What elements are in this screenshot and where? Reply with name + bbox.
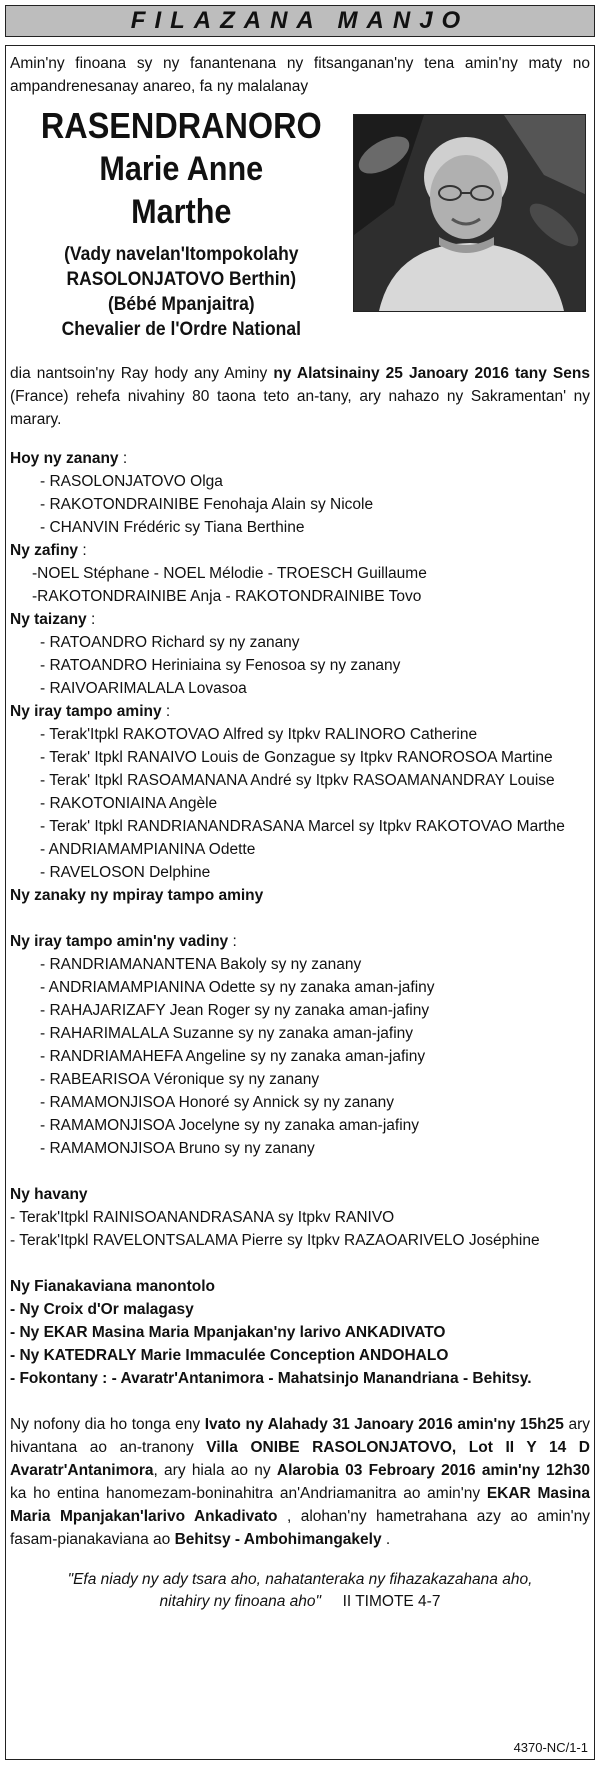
- spiritual-family-section: [10, 1275, 590, 1390]
- list-item: - RATOANDRO Richard sy ny zanany: [40, 634, 300, 651]
- deceased-block: [10, 104, 590, 342]
- list-item: - Terak'Itpkl RAINISOANANDRASANA sy Itpkv RANIVO: [10, 1209, 395, 1226]
- list-item: - RAIVOARIMALALA Lovasoa: [40, 680, 247, 697]
- deceased-surname: RASENDRANORO: [40, 105, 322, 146]
- list-item: - Ny Croix d'Or malagasy: [10, 1301, 194, 1318]
- home-address: Villa ONIBE RASOLONJATOVO, Lot II Y 14 D Avaratr'Antanimora: [10, 1439, 590, 1479]
- arrival-datetime: Ivato ny Alahady 31 Janoary 2016 amin'ny 15h25: [204, 1416, 564, 1433]
- nephews-heading: Ny taizany: [10, 611, 87, 628]
- funeral-text: , alohan'ny hametrahana azy ao amin'ny fasam-pianakaviana ao: [10, 1508, 590, 1548]
- grandchildren-section: Ny zafiny : -NOEL Stéphane - NOEL Mélodie - TROESCH Guillaume -RAKOTONDRAINIBE Anja - RAKOTONDRAINIBE Tovo: [10, 539, 590, 608]
- list-item: - RANDRIAMANANTENA Bakoly sy ny zanany: [40, 956, 362, 973]
- bible-quote: [10, 1569, 590, 1613]
- relatives-heading: Ny havany: [10, 1186, 88, 1203]
- relatives-section: [10, 1183, 590, 1252]
- portrait-image: [354, 115, 586, 311]
- list-item: - Terak' Itpkl RANDRIANANDRASANA Marcel sy Itpkv RAKOTOVAO Marthe: [40, 818, 565, 835]
- list-item: - Fokontany : - Avaratr'Antanimora - Mahatsinjo Manandriana - Behitsy.: [10, 1370, 532, 1387]
- list-item: - RATOANDRO Heriniaina sy Fenosoa sy ny zanany: [40, 657, 401, 674]
- death-text-1: dia nantsoin'ny Ray hody any Aminy: [10, 365, 274, 382]
- list-item: - RAKOTONDRAINIBE Fenohaja Alain sy Nicole: [40, 496, 374, 513]
- funeral-text: , ary hiala ao ny: [153, 1462, 277, 1479]
- list-item: - RABEARISOA Véronique sy ny zanany: [40, 1071, 320, 1088]
- list-item: -NOEL Stéphane - NOEL Mélodie - TROESCH Guillaume: [32, 565, 427, 582]
- deceased-names: [10, 104, 353, 342]
- burial-place: Behitsy - Ambohimangakely: [174, 1531, 382, 1548]
- list-item: - Terak'Itpkl RAKOTOVAO Alfred sy Itpkv RALINORO Catherine: [40, 726, 478, 743]
- death-text-2: (France) rehefa nivahiny 80 taona teto an-tany, ary nahazo ny Sakramentan' ny marary.: [10, 388, 590, 428]
- husband-siblings-heading: Ny iray tampo amin'ny vadiny: [10, 933, 229, 950]
- grandchildren-heading: Ny zafiny: [10, 542, 79, 559]
- list-item: -RAKOTONDRAINIBE Anja - RAKOTONDRAINIBE Tovo: [32, 588, 422, 605]
- deceased-given-name-2: Marthe: [131, 193, 232, 231]
- funeral-text: ka ho entina hanomezam-boninahitra an'Andriamanitra ao amin'ny: [10, 1485, 487, 1502]
- notice-box: [5, 45, 595, 1760]
- quote-line-2: [10, 1591, 590, 1613]
- funeral-details: [10, 1413, 590, 1551]
- quote-citation: II TIMOTE 4-7: [342, 1593, 441, 1610]
- deceased-given-name-1: Marie Anne: [99, 150, 264, 188]
- list-item: - Ny EKAR Masina Maria Mpanjakan'ny larivo ANKADIVATO: [10, 1324, 446, 1341]
- deceased-subtitle-2: RASOLONJATOVO Berthin): [66, 269, 297, 290]
- death-date-place: ny Alatsinainy 25 Janoary 2016 tany Sens: [273, 365, 590, 382]
- siblings-closing: Ny zanaky ny mpiray tampo aminy: [10, 887, 264, 904]
- deceased-subtitle-1: (Vady navelan'Itompokolahy: [64, 244, 299, 265]
- reference-code: 4370-NC/1-1: [513, 1740, 588, 1755]
- list-item: - RANDRIAMAHEFA Angeline sy ny zanaka aman-jafiny: [40, 1048, 426, 1065]
- departure-datetime: Alarobia 03 Febroary 2016 amin'ny 12h30: [276, 1462, 590, 1479]
- funeral-text: .: [381, 1531, 391, 1548]
- children-heading: Hoy ny zanany: [10, 450, 119, 467]
- list-item: - Terak' Itpkl RANAIVO Louis de Gonzague sy Itpkv RANOROSOA Martine: [40, 749, 553, 766]
- list-item: - Ny KATEDRALY Marie Immaculée Conception ANDOHALO: [10, 1347, 449, 1364]
- header-title: FILAZANA MANJO: [130, 7, 470, 34]
- siblings-section: Ny iray tampo aminy : - Terak'Itpkl RAKOTOVAO Alfred sy Itpkv RALINORO Catherine - Terak' Itpkl RANAIVO Louis de Gonzague sy Itpkv RANOROSOA Martine - Terak' Itpkl RASOAMANANA André sy Itpkv RASOAMANANDRAY Louise - RAKOTONIAINA Angèle - Terak' Itpkl RANDRIANANDRASANA Marcel sy Itpkv RAKOTOVAO Marthe - ANDRIAMAMPIANINA Odette - RAVELOSON Delphine Ny zanaky ny mpiray tampo aminy: [10, 700, 590, 907]
- funeral-text: ary hivantana ao an-tranony: [10, 1416, 590, 1456]
- list-item: - RAHAJARIZAFY Jean Roger sy ny zanaka aman-jafiny: [40, 1002, 430, 1019]
- siblings-heading: Ny iray tampo aminy: [10, 703, 162, 720]
- list-item: - Terak' Itpkl RASOAMANANA André sy Itpkv RASOAMANANDRAY Louise: [40, 772, 555, 789]
- nephews-section: Ny taizany : - RATOANDRO Richard sy ny zanany - RATOANDRO Heriniaina sy Fenosoa sy ny zanany - RAIVOARIMALALA Lovasoa: [10, 608, 590, 700]
- list-item: - CHANVIN Frédéric sy Tiana Berthine: [40, 519, 305, 536]
- list-item: - ANDRIAMAMPIANINA Odette sy ny zanaka aman-jafiny: [40, 979, 435, 996]
- list-item: - RAMAMONJISOA Honoré sy Annick sy ny zanany: [40, 1094, 395, 1111]
- notice-header: [5, 5, 595, 37]
- list-item: - RASOLONJATOVO Olga: [40, 473, 223, 490]
- quote-line-1: "Efa niady ny ady tsara aho, nahatanteraka ny fihazakazahana aho,: [67, 1571, 533, 1588]
- husband-siblings-section: Ny iray tampo amin'ny vadiny : - RANDRIAMANANTENA Bakoly sy ny zanany - ANDRIAMAMPIANINA Odette sy ny zanaka aman-jafiny - RAHAJARIZAFY Jean Roger sy ny zanaka aman-jafiny - RAHARIMALALA Suzanne sy ny zanaka aman-jafiny - RANDRIAMAHEFA Angeline sy ny zanaka aman-jafiny - RABEARISOA Véronique sy ny zanany - RAMAMONJISOA Honoré sy Annick sy ny zanany - RAMAMONJISOA Jocelyne sy ny zanaka aman-jafiny - RAMAMONJISOA Bruno sy ny zanany: [10, 930, 590, 1160]
- church-name: EKAR Masina Maria Mpanjakan'larivo Ankadivato: [10, 1485, 591, 1525]
- deceased-subtitle-3: (Bébé Mpanjaitra): [107, 294, 255, 315]
- list-item: - RAKOTONIAINA Angèle: [40, 795, 218, 812]
- children-section: Hoy ny zanany : - RASOLONJATOVO Olga - RAKOTONDRAINIBE Fenohaja Alain sy Nicole - CHANVIN Frédéric sy Tiana Berthine: [10, 447, 590, 539]
- death-announcement: [10, 362, 590, 431]
- intro-text: Amin'ny finoana sy ny fanantenana ny fitsanganan'ny tena amin'ny maty no ampandrenesanay anareo, fa ny malalanay: [10, 55, 590, 95]
- deceased-subtitle-4: Chevalier de l'Ordre National: [61, 319, 301, 340]
- funeral-text: Ny nofony dia ho tonga eny: [10, 1416, 205, 1433]
- list-item: - RAMAMONJISOA Jocelyne sy ny zanaka aman-jafiny: [40, 1117, 420, 1134]
- list-item: - Terak'Itpkl RAVELONTSALAMA Pierre sy Itpkv RAZAOARIVELO Joséphine: [10, 1232, 540, 1249]
- notice-page: [5, 5, 595, 1775]
- list-item: - RAHARIMALALA Suzanne sy ny zanaka aman-jafiny: [40, 1025, 414, 1042]
- quote-text: nitahiry ny finoana aho": [159, 1593, 322, 1610]
- list-item: - ANDRIAMAMPIANINA Odette: [40, 841, 256, 858]
- spiritual-family-heading: Ny Fianakaviana manontolo: [10, 1278, 215, 1295]
- list-item: - RAMAMONJISOA Bruno sy ny zanany: [40, 1140, 315, 1157]
- list-item: - RAVELOSON Delphine: [40, 864, 211, 881]
- deceased-portrait-photo: [353, 114, 586, 312]
